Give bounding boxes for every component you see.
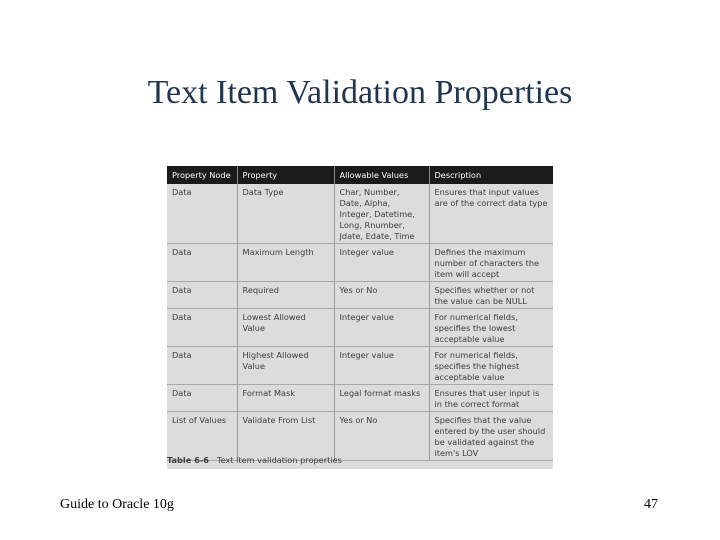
table-header-row (167, 166, 553, 184)
cell-property: Data Type (237, 184, 334, 244)
cell-description: Ensures that user input is in the correct format (429, 385, 553, 412)
page-number: 47 (644, 497, 658, 512)
validation-properties-table (167, 166, 553, 461)
slide-title: Text Item Validation Properties (147, 74, 573, 111)
cell-allowable-values: Yes or No (334, 282, 429, 309)
cell-description: Specifies that the value entered by the user should be validated against the item's LOV (429, 412, 553, 461)
table-row (167, 184, 553, 244)
cell-allowable-values: Integer value (334, 347, 429, 385)
table-row (167, 347, 553, 385)
cell-allowable-values: Yes or No (334, 412, 429, 461)
cell-property: Validate From List (237, 412, 334, 461)
header-description: Description (429, 166, 553, 184)
table-row (167, 244, 553, 282)
cell-allowable-values: Integer value (334, 244, 429, 282)
table-row (167, 282, 553, 309)
table-caption-label: Table 6-6 (167, 455, 209, 465)
cell-allowable-values: Legal format masks (334, 385, 429, 412)
cell-property-node: List of Values (167, 412, 237, 461)
table-caption-text: Text item validation properties (216, 455, 342, 465)
cell-description: For numerical fields, specifies the highest acceptable value (429, 347, 553, 385)
cell-allowable-values: Integer value (334, 309, 429, 347)
cell-description: Ensures that input values are of the correct data type (429, 184, 553, 244)
cell-property: Maximum Length (237, 244, 334, 282)
cell-property-node: Data (167, 184, 237, 244)
table-row (167, 309, 553, 347)
cell-description: For numerical fields, specifies the lowest acceptable value (429, 309, 553, 347)
cell-property: Lowest Allowed Value (237, 309, 334, 347)
cell-description: Specifies whether or not the value can be NULL (429, 282, 553, 309)
cell-property-node: Data (167, 385, 237, 412)
header-allowable-values: Allowable Values (334, 166, 429, 184)
header-property: Property (237, 166, 334, 184)
header-property-node: Property Node (167, 166, 237, 184)
table-row (167, 412, 553, 461)
table-row (167, 385, 553, 412)
cell-property-node: Data (167, 244, 237, 282)
cell-property: Format Mask (237, 385, 334, 412)
cell-description: Defines the maximum number of characters the item will accept (429, 244, 553, 282)
cell-property: Highest Allowed Value (237, 347, 334, 385)
table-caption (167, 455, 553, 465)
footer-course-title: Guide to Oracle 10g (60, 497, 174, 512)
cell-allowable-values: Char, Number, Date, Alpha, Integer, Datetime, Long, Rnumber, Jdate, Edate, Time (334, 184, 429, 244)
table-figure (167, 166, 553, 469)
cell-property-node: Data (167, 347, 237, 385)
cell-property-node: Data (167, 309, 237, 347)
cell-property-node: Data (167, 282, 237, 309)
cell-property: Required (237, 282, 334, 309)
